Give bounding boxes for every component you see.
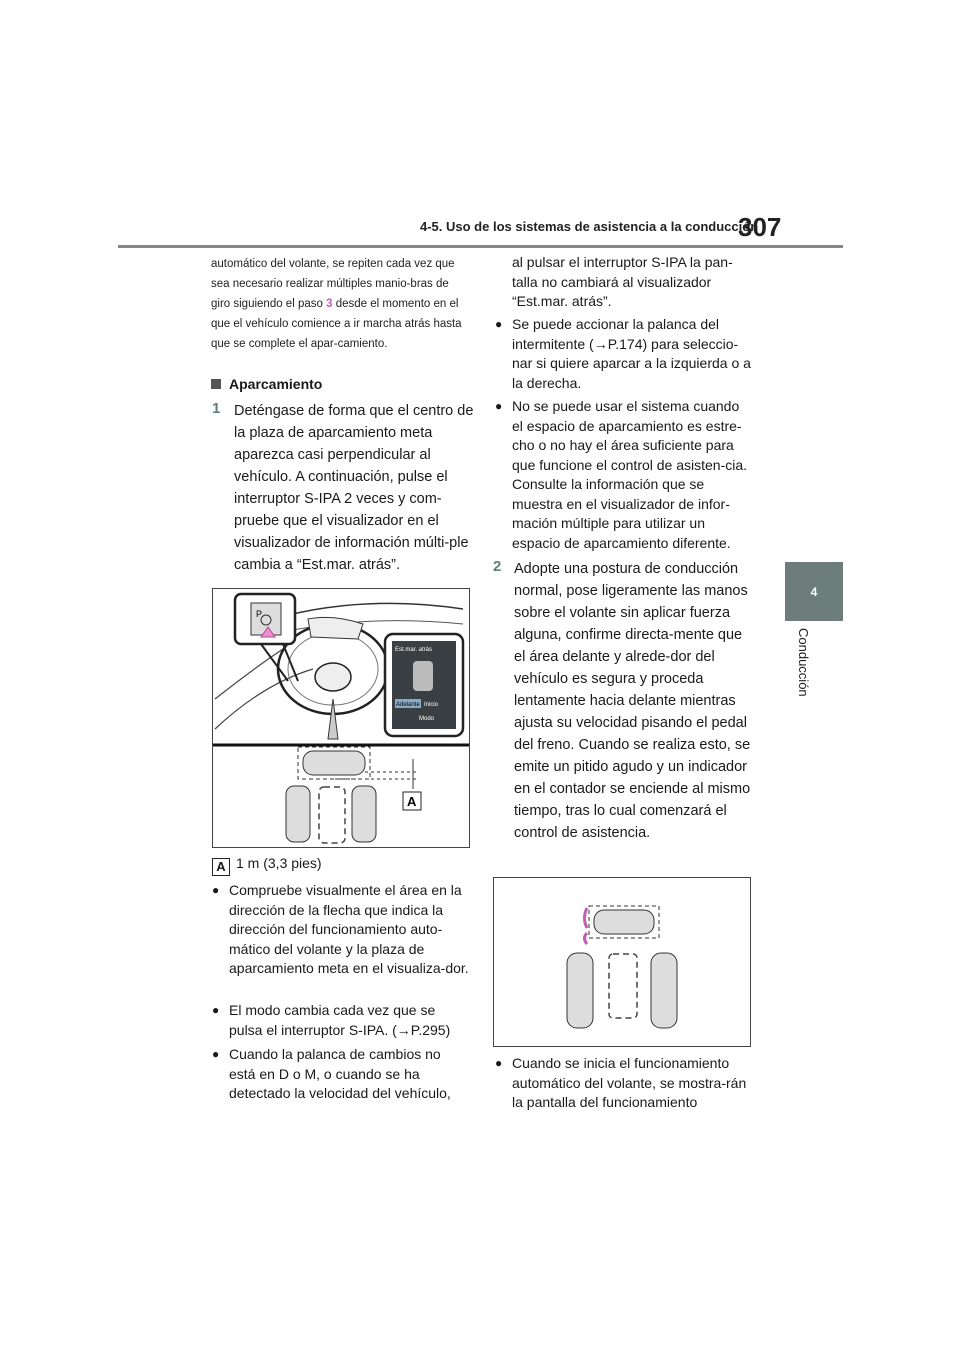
figure-parking-start xyxy=(212,588,470,848)
parking-diagram xyxy=(494,878,750,1046)
step-1-number: 1 xyxy=(212,400,221,417)
figure-parking-forward xyxy=(493,877,751,1047)
right-continuation: al pulsar el interruptor S-IPA la pan-talla no cambiará al visualizador “Est.mar. atrás”. xyxy=(512,254,733,309)
switch-label: P xyxy=(256,609,263,619)
page-number: 307 xyxy=(738,212,782,242)
intro-paragraph xyxy=(211,254,471,354)
heading-square-icon xyxy=(211,379,221,389)
legend-text: 1 m (3,3 pies) xyxy=(236,855,322,871)
dashboard-illustration xyxy=(213,589,469,847)
intro-text-1: automático del volante, se repiten cada vez que sea necesario realizar múltiples manio-bras de giro siguiendo el paso xyxy=(211,258,455,310)
chapter-label: Conducción xyxy=(796,628,811,697)
bullet-icon: ● xyxy=(495,1056,503,1070)
legend-letter: A xyxy=(212,858,230,876)
step-2-text: Adopte una postura de conducción normal, pose ligeramente las manos sobre el volante sin aplicar fuerza alguna, confirme directa-mente que el área delante y alrede-dor del vehículo es segura y proceda lentamente hacia delante mientras ajusta su velocidad pisando el pedal del freno. Cuando se realiza esto, se emite un pitido agudo y un indicador en el contador se enciende al mismo tiempo, tras lo cual comenzará el control de asistencia. xyxy=(514,561,751,841)
left-bullet-1: ● Compruebe visualmente el área en la dirección de la flecha que indica la dirección del funcionamiento auto-mático del volante y la plaza de aparcamiento meta en el visualiza-dor. xyxy=(212,882,469,976)
header-rule xyxy=(118,245,843,248)
screen-mode-button: Modo xyxy=(419,716,435,722)
screen-title: Est.mar. atrás xyxy=(395,647,433,653)
section-heading xyxy=(211,376,322,392)
bullet-icon: ● xyxy=(212,883,220,897)
left-bullet-3: ● Cuando la palanca de cambios no está en D o M, o cuando se ha detectado la velocidad del vehículo, xyxy=(212,1046,451,1101)
distance-marker: A xyxy=(407,794,417,809)
step-2-number: 2 xyxy=(493,558,502,575)
right-bullet-2: ● No se puede usar el sistema cuando el espacio de aparcamiento es estre-cho o no hay el área suficiente para que funcione el control de asisten-cia. Consulte la información que se muestra en el visualizador de infor-mación múltiple para utilizar un espacio de aparcamiento diferente. xyxy=(495,398,748,551)
step-1-text: Deténgase de forma que el centro de la plaza de aparcamiento meta aparezca casi perpendicular al vehículo. A continuación, pulse el interruptor S-IPA 2 veces y com-pruebe que el visualizador en el visualizador de información múlti-ple cambia a “Est.mar. atrás”. xyxy=(234,403,474,573)
right-bullet-3: ● Cuando se inicia el funcionamiento automático del volante, se mostra-rán la pantalla del funcionamiento xyxy=(495,1055,747,1110)
bullet-icon: ● xyxy=(212,1047,220,1061)
left-bullet-2: ● El modo cambia cada vez que se pulsa el interruptor S-IPA. (→P.295) xyxy=(212,1002,451,1038)
section-title: 4-5. Uso de los sistemas de asistencia a la conducción xyxy=(420,219,759,234)
figure-legend xyxy=(212,855,322,876)
bullet-icon: ● xyxy=(495,399,503,413)
bullet-icon: ● xyxy=(212,1003,220,1017)
chapter-tab: 4 xyxy=(785,562,843,621)
intro-text-2: desde el momento en el que el vehículo comience a ir marcha atrás hasta que se complete el apar-camiento. xyxy=(211,298,462,350)
screen-forward-button: Adelante xyxy=(396,702,420,708)
right-bullet-1: ● Se puede accionar la palanca del intermitente (→P.174) para seleccio-nar si quiere aparcar a la izquierda o a la derecha. xyxy=(495,316,751,391)
step-ref: 3 xyxy=(326,298,333,310)
screen-start-button: Inicio xyxy=(424,702,439,708)
heading-text: Aparcamiento xyxy=(229,376,323,392)
bullet-icon: ● xyxy=(495,317,503,331)
